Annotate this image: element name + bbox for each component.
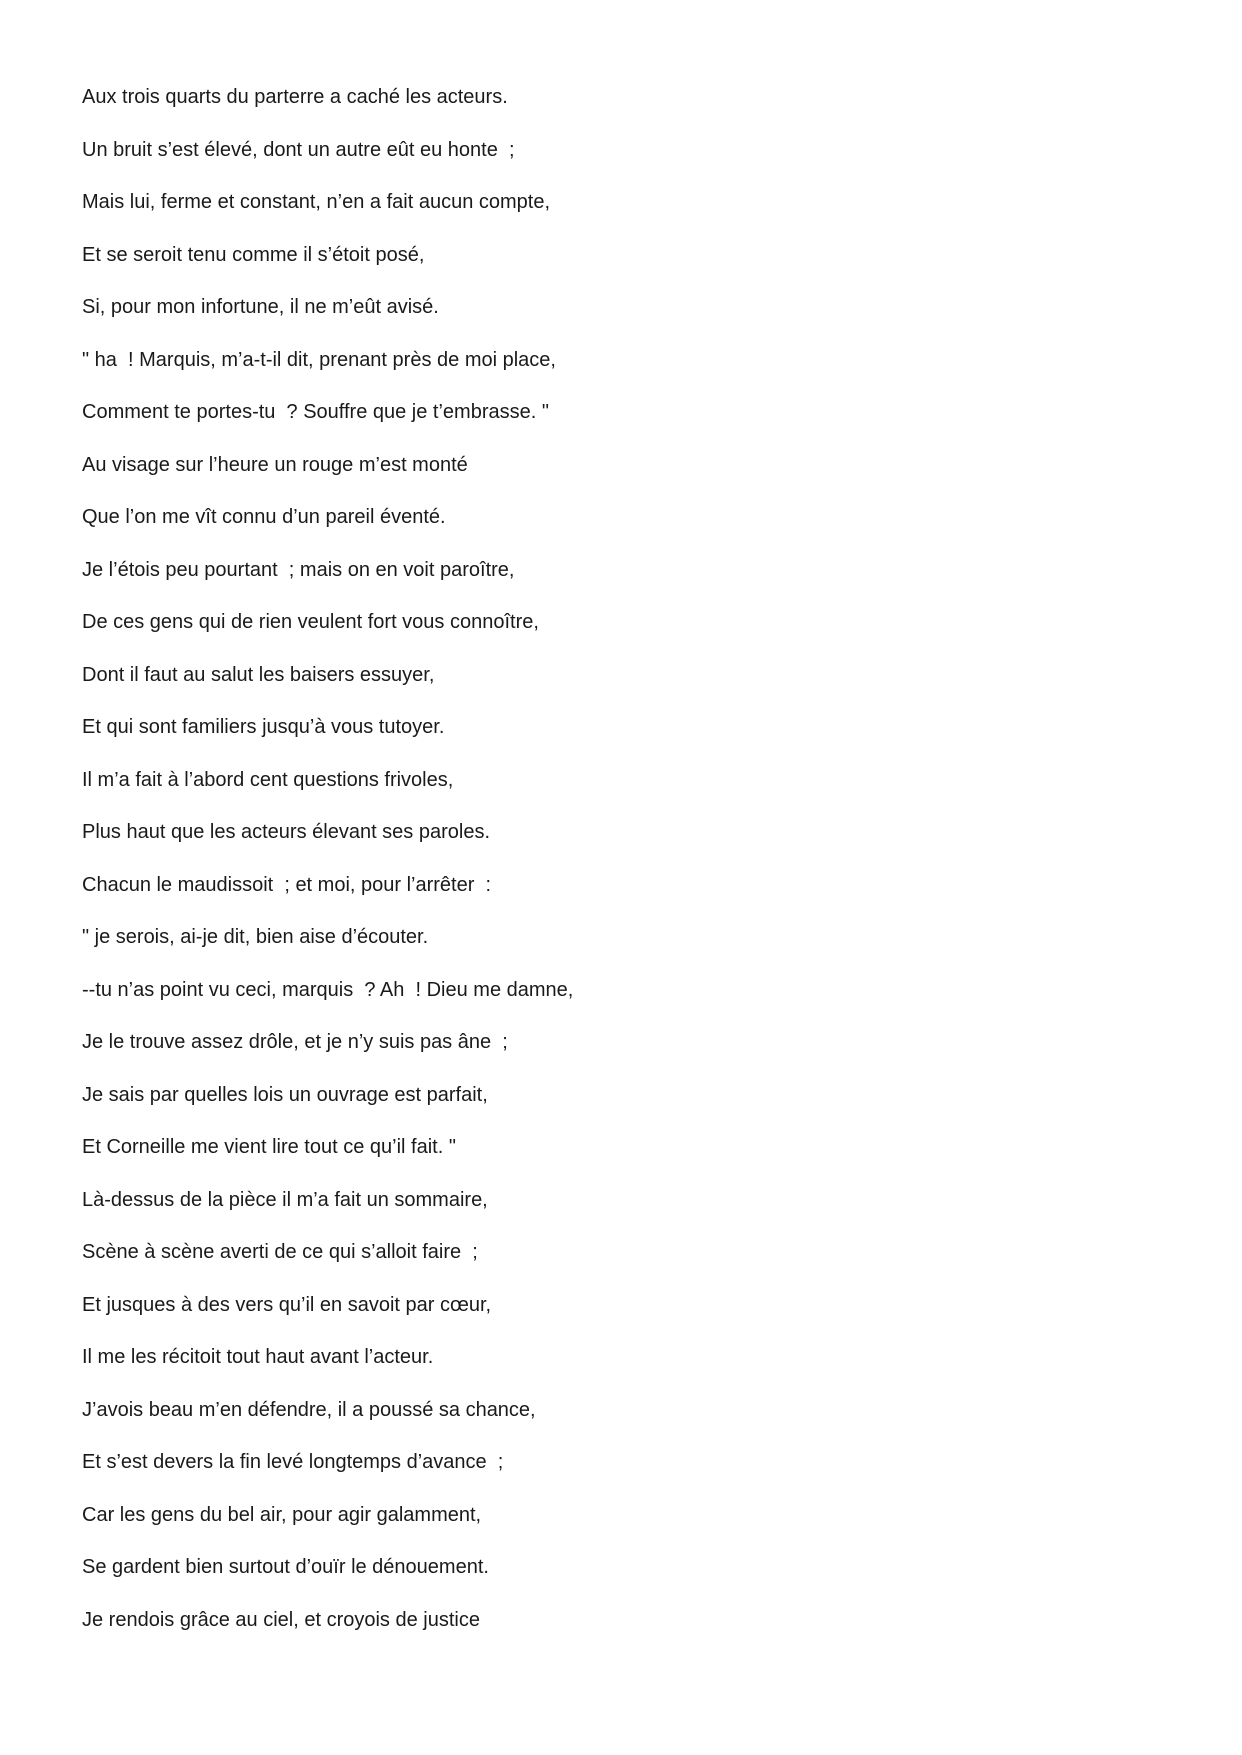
verse-line: Car les gens du bel air, pour agir galamment, bbox=[82, 1503, 482, 1526]
verse-line: " je serois, ai-je dit, bien aise d’écouter. bbox=[82, 926, 429, 948]
verse-line: Comment te portes-tu ? Souffre que je t’embrasse. " bbox=[82, 401, 549, 423]
verse-line: " ha ! Marquis, m’a-t-il dit, prenant près de moi place, bbox=[82, 348, 556, 371]
verse-line: Plus haut que les acteurs élevant ses paroles. bbox=[82, 821, 491, 843]
verse-line: Il me les récitoit tout haut avant l’acteur. bbox=[82, 1346, 434, 1368]
verse-line: Et jusques à des vers qu’il en savoit par cœur, bbox=[82, 1293, 492, 1316]
verse-line: Je rendois grâce au ciel, et croyois de justice bbox=[82, 1608, 480, 1631]
verse-line: Si, pour mon infortune, il ne m’eût avisé. bbox=[82, 296, 439, 318]
verse-line: Là-dessus de la pièce il m’a fait un sommaire, bbox=[82, 1188, 488, 1211]
verse-line: Au visage sur l’heure un rouge m’est monté bbox=[82, 453, 468, 476]
verse-line: Et qui sont familiers jusqu’à vous tutoyer. bbox=[82, 716, 445, 738]
verse-line: Je le trouve assez drôle, et je n’y suis pas âne ; bbox=[82, 1031, 508, 1053]
verse-line: Il m’a fait à l’abord cent questions frivoles, bbox=[82, 768, 454, 791]
verse-line: Un bruit s’est élevé, dont un autre eût eu honte ; bbox=[82, 138, 515, 161]
verse-line: --tu n’as point vu ceci, marquis ? Ah ! Dieu me damne, bbox=[82, 978, 574, 1001]
verse-line: Et s’est devers la fin levé longtemps d’avance ; bbox=[82, 1451, 504, 1473]
verse-line: Que l’on me vît connu d’un pareil éventé. bbox=[82, 506, 446, 528]
verse-line: Et se seroit tenu comme il s’étoit posé, bbox=[82, 243, 425, 266]
verse-line: Je sais par quelles lois un ouvrage est parfait, bbox=[82, 1083, 488, 1106]
verse-line: Dont il faut au salut les baisers essuyer, bbox=[82, 663, 435, 686]
verse-line: Scène à scène averti de ce qui s’alloit faire ; bbox=[82, 1241, 478, 1263]
verse-line: Se gardent bien surtout d’ouïr le dénouement. bbox=[82, 1556, 489, 1578]
verse-line: De ces gens qui de rien veulent fort vous connoître, bbox=[82, 611, 539, 633]
verse-line: Aux trois quarts du parterre a caché les acteurs. bbox=[82, 86, 508, 108]
verse-line: Chacun le maudissoit ; et moi, pour l’arrêter : bbox=[82, 873, 492, 896]
verse-block bbox=[82, 77, 1162, 1652]
verse-line: Je l’étois peu pourtant ; mais on en voit paroître, bbox=[82, 558, 515, 581]
verse-line: Et Corneille me vient lire tout ce qu’il fait. " bbox=[82, 1136, 456, 1158]
verse-line: J’avois beau m’en défendre, il a poussé sa chance, bbox=[82, 1398, 536, 1421]
verse-line: Mais lui, ferme et constant, n’en a fait aucun compte, bbox=[82, 191, 551, 213]
